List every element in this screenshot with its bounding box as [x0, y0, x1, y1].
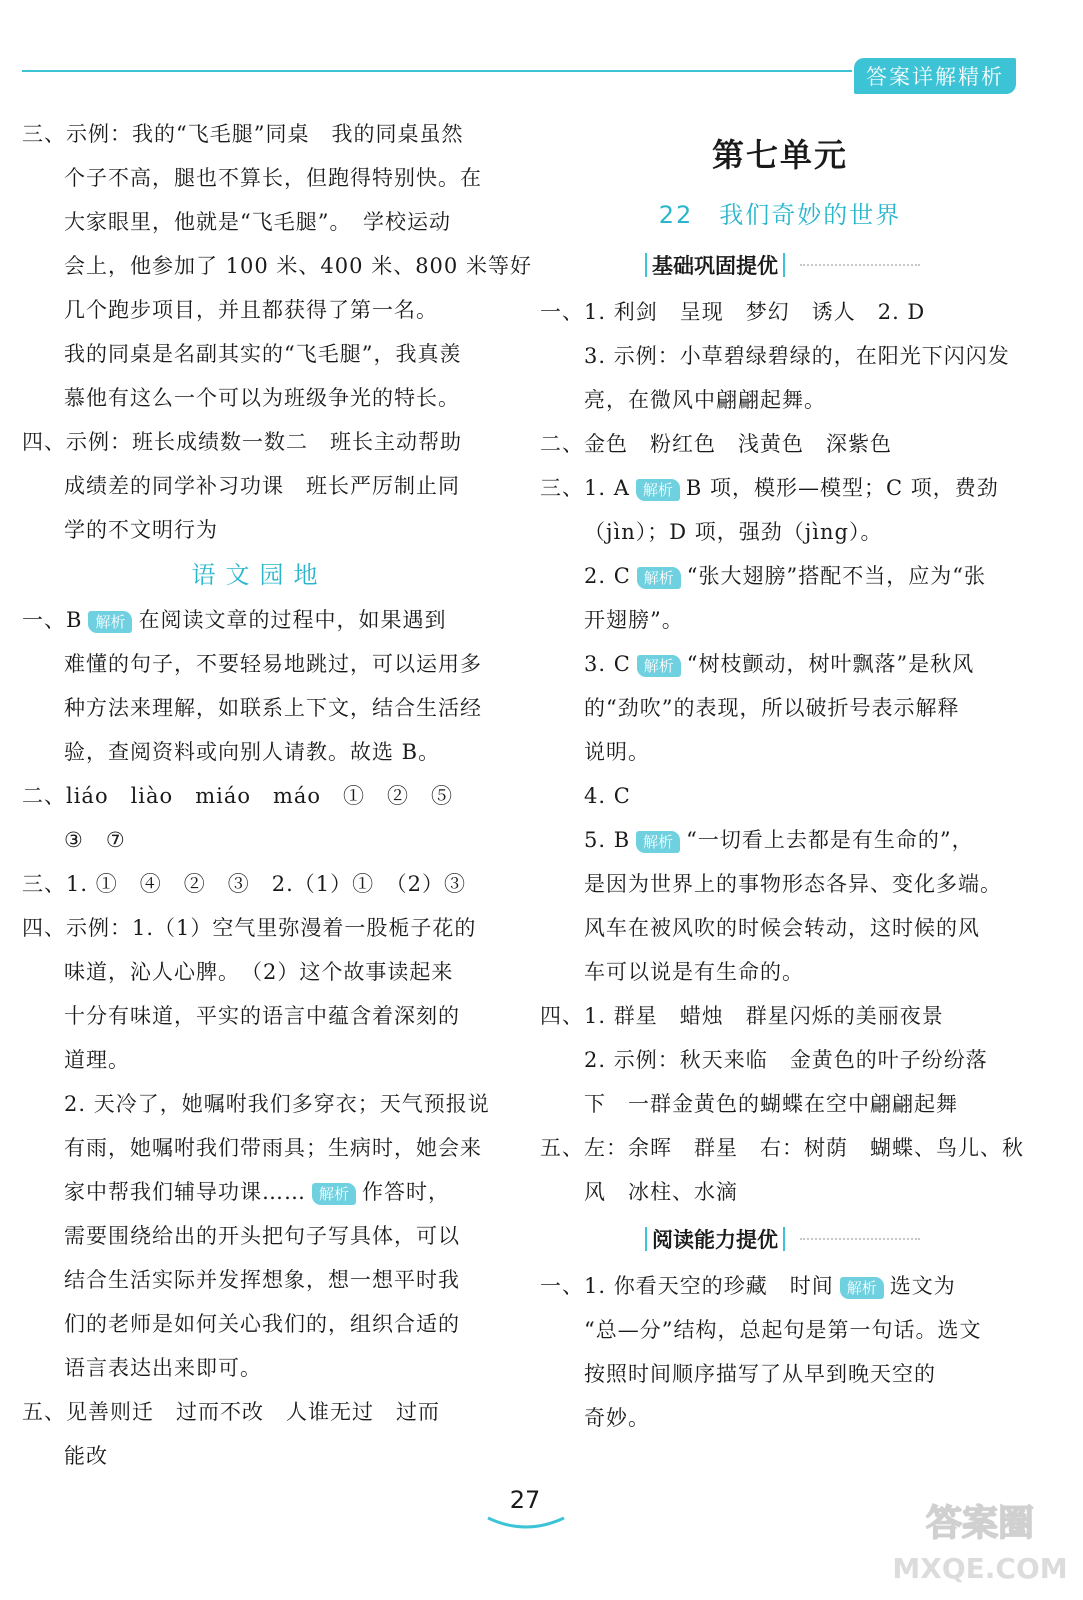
section-header-reading — [540, 1214, 1020, 1264]
text-line: 2. 示例：秋天来临 金黄色的叶子纷纷落 — [584, 1048, 988, 1072]
text-line: “总—分”结构，总起句是第一句话。选文 — [584, 1318, 982, 1342]
answer-number: 5. B — [584, 828, 631, 852]
text-line: 三、示例：我的“飞毛腿”同桌 我的同桌虽然 — [22, 122, 464, 146]
analysis-badge: 解析 — [312, 1183, 356, 1205]
text-line: 二、金色 粉红色 浅黄色 深紫色 — [540, 432, 892, 456]
text-line: 慕他有这么一个可以为班级争光的特长。 — [64, 386, 460, 410]
text-line: 成绩差的同学补习功课 班长严厉制止同 — [64, 474, 460, 498]
text-line: 四、示例：1.（1）空气里弥漫着一股栀子花的 — [22, 916, 477, 940]
text-line: 种方法来理解，如联系上下文，结合生活经 — [64, 696, 482, 720]
page-number: 27 — [509, 1486, 541, 1514]
text-line: 是因为世界上的事物形态各异、变化多端。 — [584, 872, 1002, 896]
analysis-badge: 解析 — [88, 611, 132, 633]
text-line: 难懂的句子，不要轻易地跳过，可以运用多 — [64, 652, 482, 676]
analysis-badge: 解析 — [636, 479, 680, 501]
text-line: 个子不高，腿也不算长，但跑得特别快。在 — [64, 166, 482, 190]
analysis-text: “张大翅膀”搭配不当，应为“张 — [686, 564, 987, 588]
text-line: 大家眼里，他就是“飞毛腿”。 学校运动 — [64, 210, 451, 234]
section-title-yuwen-yuandi: 语文园地 — [191, 561, 328, 589]
answer-number: 2. C — [584, 564, 631, 588]
text-line: 能改 — [64, 1444, 108, 1468]
text-line: 味道，沁人心脾。 （2）这个故事读起来 — [64, 960, 454, 984]
text-line: 学的不文明行为 — [64, 518, 218, 542]
header-tag: 答案详解精析 — [854, 58, 1016, 94]
section-bar-left — [645, 253, 647, 277]
text-line: 开翅膀”。 — [584, 608, 684, 632]
text-line: ③ ⑦ — [64, 828, 126, 852]
text-line: 4. C — [584, 784, 631, 808]
text-line: 五、左：余晖 群星 右：树荫 蝴蝶、鸟儿、秋 — [540, 1136, 1024, 1160]
section-bar-left — [645, 1227, 647, 1251]
section-dotted-rule — [800, 1238, 920, 1240]
analysis-badge: 解析 — [637, 567, 681, 589]
text-line: 四、1. 群星 蜡烛 群星闪烁的美丽夜景 — [540, 1004, 944, 1028]
watermark-url: MXQE.COM — [892, 1552, 1068, 1585]
lesson-title: 22 我们奇妙的世界 — [658, 201, 902, 229]
right-column — [540, 112, 1024, 1440]
text-line — [540, 642, 1020, 686]
text-line: 会上，他参加了 100 米、400 米、800 米等好 — [64, 254, 532, 278]
text-line — [540, 466, 1020, 510]
analysis-text: 选文为 — [889, 1274, 956, 1298]
section-label: 阅读能力提优 — [652, 1228, 778, 1252]
analysis-text: “一切看上去都是有生命的”， — [686, 828, 974, 852]
text-line: 的“劲吹”的表现，所以破折号表示解释 — [584, 696, 960, 720]
text-line: 2. 天冷了，她嘱咐我们多穿衣；天气预报说 — [64, 1092, 490, 1116]
text-line: 四、示例：班长成绩数一数二 班长主动帮助 — [22, 430, 462, 454]
analysis-badge: 解析 — [637, 655, 681, 677]
text-line: 三、1. ① ④ ② ③ 2.（1）① （2）③ — [22, 872, 466, 896]
text-line: 语言表达出来即可。 — [64, 1356, 262, 1380]
text-line: 一、1. 利剑 呈现 梦幻 诱人 2. D — [540, 300, 926, 324]
text-line: 结合生活实际并发挥想象，想一想平时我 — [64, 1268, 460, 1292]
section-dotted-rule — [800, 264, 920, 266]
text-line: 按照时间顺序描写了从早到晚天空的 — [584, 1362, 936, 1386]
text-line: 下 一群金黄色的蝴蝶在空中翩翩起舞 — [584, 1092, 958, 1116]
text-line: 3. 示例：小草碧绿碧绿的，在阳光下闪闪发 — [584, 344, 1010, 368]
text-line: 验，查阅资料或向别人请教。故选 B。 — [64, 740, 441, 764]
text-line — [22, 1170, 497, 1214]
text-line: 车可以说是有生命的。 — [584, 960, 804, 984]
header-rule — [22, 70, 852, 72]
analysis-text: 在阅读文章的过程中，如果遇到 — [138, 608, 447, 632]
text-line: （jìn）；D 项，强劲（jìng）。 — [584, 520, 883, 544]
section-header-basic — [540, 240, 1020, 290]
answer-number: 三、1. A — [540, 476, 630, 500]
analysis-badge: 解析 — [840, 1277, 884, 1299]
text-line: 说明。 — [584, 740, 650, 764]
text-line: 奇妙。 — [584, 1406, 650, 1430]
section-bar-right — [783, 1227, 785, 1251]
analysis-badge: 解析 — [636, 831, 680, 853]
answer-text: 家中帮我们辅导功课…… — [64, 1180, 306, 1204]
section-label: 基础巩固提优 — [652, 254, 778, 278]
text-line: 亮，在微风中翩翩起舞。 — [584, 388, 826, 412]
text-line — [22, 598, 497, 642]
analysis-text: 作答时， — [362, 1180, 451, 1204]
left-column — [22, 112, 532, 1478]
unit-title: 第七单元 — [711, 136, 848, 174]
analysis-text: B 项，模形—模型；C 项，费劲 — [685, 476, 999, 500]
watermark-logo — [890, 1490, 1070, 1590]
analysis-text: “树枝颤动，树叶飘落”是秋风 — [686, 652, 975, 676]
text-line: 风 冰柱、水滴 — [584, 1180, 738, 1204]
text-line: 十分有味道，平实的语言中蕴含着深刻的 — [64, 1004, 460, 1028]
text-line: 道理。 — [64, 1048, 130, 1072]
text-line: 风车在被风吹的时候会转动，这时候的风 — [584, 916, 980, 940]
text-line: 需要围绕给出的开头把句子写具体，可以 — [64, 1224, 460, 1248]
text-line: 有雨，她嘱咐我们带雨具；生病时，她会来 — [64, 1136, 482, 1160]
text-line: 五、见善则迁 过而不改 人谁无过 过而 — [22, 1400, 440, 1424]
watermark-text: 答案圈 — [925, 1503, 1035, 1544]
text-line: 们的老师是如何关心我们的，组织合适的 — [64, 1312, 460, 1336]
text-line — [540, 1264, 1020, 1308]
answer-number: 一、B — [22, 608, 83, 632]
section-bar-right — [783, 253, 785, 277]
answer-number: 3. C — [584, 652, 631, 676]
answer-text: 一、1. 你看天空的珍藏 时间 — [540, 1274, 834, 1298]
text-line: 几个跑步项目，并且都获得了第一名。 — [64, 298, 438, 322]
text-line: 二、liáo liào miáo máo ① ② ⑤ — [22, 784, 454, 808]
page-number-swoosh — [486, 1514, 566, 1532]
text-line: 我的同桌是名副其实的“飞毛腿”，我真羡 — [64, 342, 462, 366]
text-line — [540, 554, 1020, 598]
text-line — [540, 818, 1020, 862]
